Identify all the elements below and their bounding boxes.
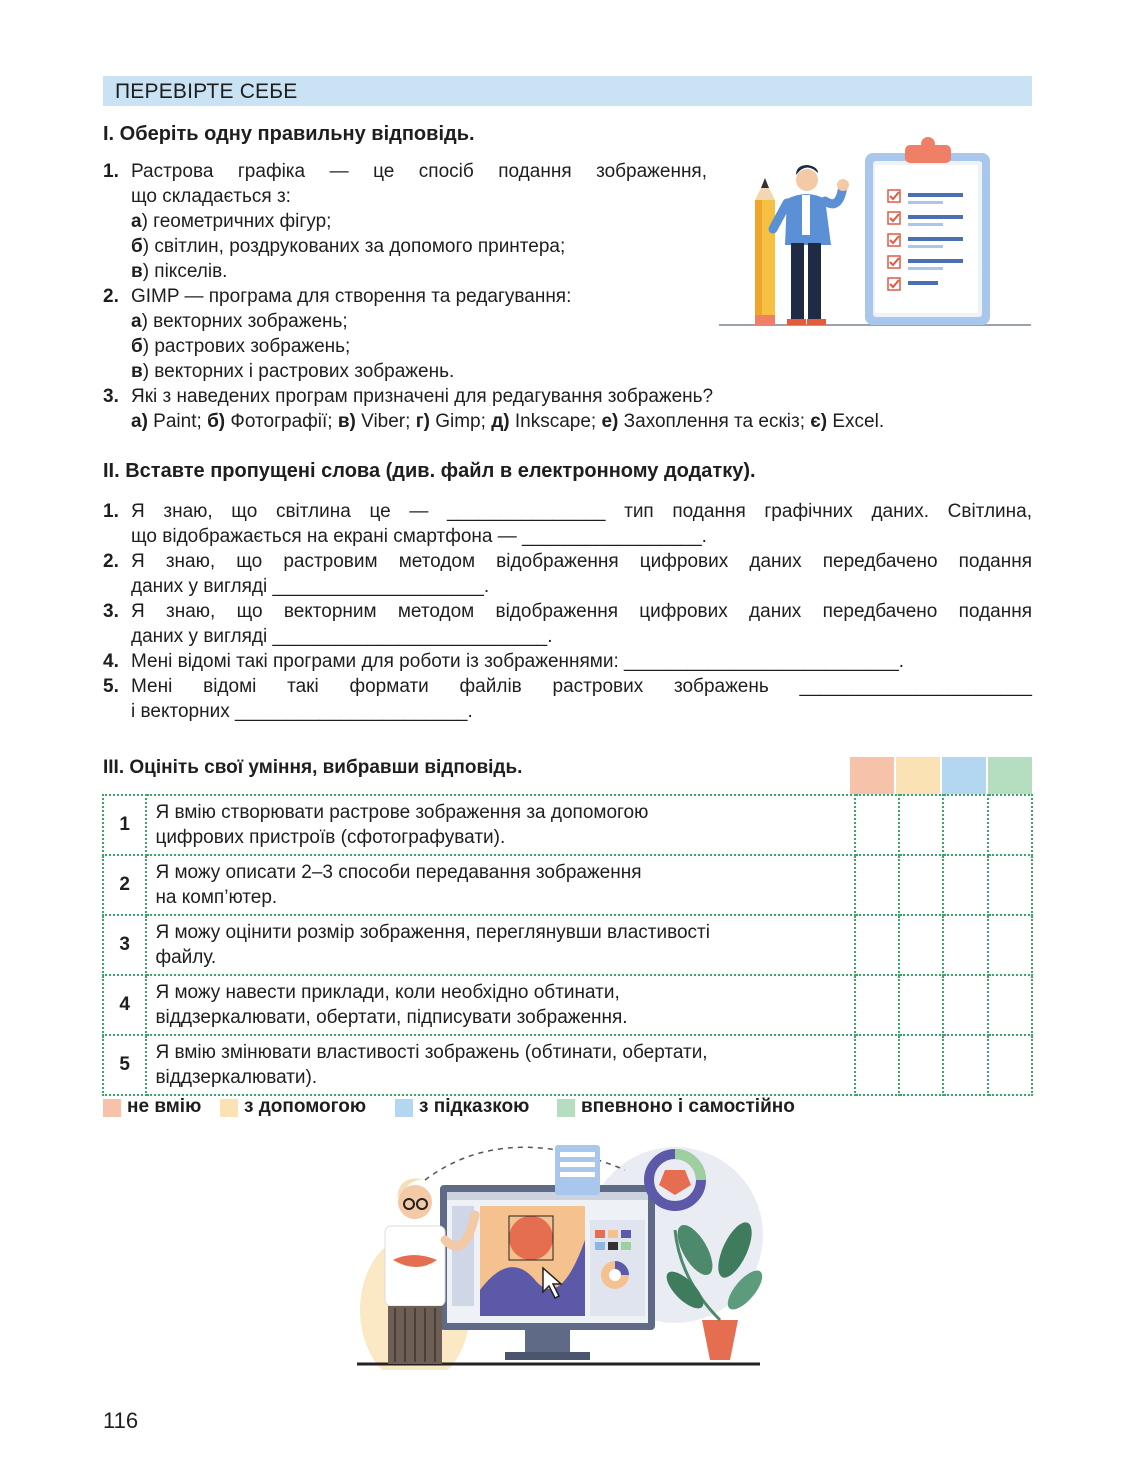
skill-text (146, 915, 855, 975)
item-text: Мені відомі такі програми для роботи із зображеннями: __________________________. (131, 651, 905, 672)
row-number: 3 (103, 915, 146, 975)
rating-cell[interactable] (988, 1035, 1032, 1095)
option-letter: б (131, 236, 143, 257)
rating-cell[interactable] (855, 1035, 899, 1095)
legend-swatch (395, 1099, 413, 1117)
rating-cell[interactable] (943, 1035, 987, 1095)
option-text: ) векторних і растрових зображень. (142, 361, 455, 382)
answer-option (131, 234, 565, 259)
option-letter: е) (601, 411, 619, 432)
item-number: 2. (103, 551, 119, 572)
skill-line: Я можу навести приклади, коли необхідно обтинати, (155, 982, 620, 1003)
section1-title: I. Оберіть одну правильну відповідь. (103, 123, 475, 145)
question-text: Які з наведених програм призначені для редагування зображень? (131, 386, 714, 407)
legend-label: з допомогою (244, 1096, 367, 1117)
option-text: ) світлин, роздрукованих за допомого принтера; (142, 236, 566, 257)
skill-line: Я вмію створювати растрове зображення за допомогою (155, 802, 649, 823)
rating-cell[interactable] (943, 975, 987, 1035)
item-text: Мені відомі такі формати файлів растрових зображень ______________________ (131, 676, 1032, 697)
option-letter: б (131, 336, 143, 357)
answer-options-line (131, 409, 884, 434)
legend-label: з підказкою (419, 1096, 530, 1117)
pencil-icon (755, 178, 775, 325)
option-letter: в) (337, 411, 356, 432)
option-letter: а (131, 211, 142, 232)
answer-option (131, 334, 350, 359)
option-text: Paint; (147, 411, 208, 432)
skill-line: Я вмію змінювати властивості зображень (обтинати, обертати, (155, 1042, 708, 1063)
answer-option (131, 309, 348, 334)
skill-text (146, 975, 855, 1035)
rating-cell[interactable] (855, 975, 899, 1035)
item-number: 4. (103, 651, 119, 672)
answer-option (131, 359, 454, 384)
rating-cell[interactable] (899, 855, 943, 915)
answer-option (131, 259, 227, 284)
rating-cell[interactable] (988, 855, 1032, 915)
legend-swatch (220, 1099, 238, 1117)
option-letter: г) (415, 411, 430, 432)
rating-cell[interactable] (988, 795, 1032, 855)
rating-cell[interactable] (899, 1035, 943, 1095)
section-header-bar (103, 76, 1032, 106)
option-text: Gimp; (429, 411, 492, 432)
page-title: ПЕРЕВІРТЕ СЕБЕ (115, 80, 298, 103)
section3-title: III. Оцініть свої уміння, вибравши відповідь. (103, 757, 523, 778)
skill-line: віддзеркалювати, обертати, підписувати зображення. (155, 1007, 628, 1028)
rating-cell[interactable] (899, 795, 943, 855)
rating-cell[interactable] (855, 915, 899, 975)
option-text: ) пікселів. (142, 261, 228, 282)
page-number: 116 (103, 1408, 139, 1433)
row-number: 4 (103, 975, 146, 1035)
option-letter: в (131, 361, 143, 382)
answer-option (131, 209, 331, 234)
skill-text (146, 1035, 855, 1095)
option-text: Захоплення та ескіз; (618, 411, 811, 432)
rating-cell[interactable] (899, 915, 943, 975)
table-row (103, 1035, 1032, 1095)
item-number: 1. (103, 501, 119, 522)
question-number: 2. (103, 286, 119, 307)
legend-swatch (557, 1099, 575, 1117)
question-text: Растрова графіка — це спосіб подання зображення, (131, 161, 707, 182)
question-text: що складається з: (131, 186, 291, 207)
item-text: що відображається на екрані смартфона — _________________. (131, 526, 707, 547)
table-row (103, 915, 1032, 975)
table-row (103, 795, 1032, 855)
question-number: 1. (103, 161, 119, 182)
legend-swatch (103, 1099, 121, 1117)
skill-line: Я можу оцінити розмір зображення, переглянувши властивості (155, 922, 710, 943)
option-text: Excel. (827, 411, 885, 432)
option-text: Viber; (355, 411, 416, 432)
section2-title: II. Вставте пропущені слова (див. файл в електронному додатку). (103, 460, 756, 482)
image-editing-illustration (355, 1140, 765, 1370)
option-text: Фотографії; (225, 411, 338, 432)
rating-color-cell (850, 757, 894, 794)
rating-cell[interactable] (855, 795, 899, 855)
question-3 (103, 384, 1033, 444)
item-text: даних у вигляді __________________________. (131, 626, 553, 647)
rating-cell[interactable] (899, 975, 943, 1035)
rating-cell[interactable] (988, 975, 1032, 1035)
skill-line: Я можу описати 2–3 способи передавання зображення (155, 862, 642, 883)
question-2 (103, 284, 803, 394)
man-figure (773, 165, 849, 325)
option-letter: а (131, 311, 142, 332)
option-text: ) векторних зображень; (141, 311, 348, 332)
legend-label: не вмію (127, 1096, 202, 1117)
rating-color-cell (896, 757, 940, 794)
question-text: GIMP — програма для створення та редагування: (131, 286, 572, 307)
fill-in-list (103, 499, 1032, 729)
rating-color-cell (988, 757, 1032, 794)
option-letter: є) (810, 411, 828, 432)
skill-line: на комп’ютер. (155, 887, 278, 908)
question-number: 3. (103, 386, 119, 407)
rating-color-cell (942, 757, 986, 794)
item-text: Я знаю, що векторним методом відображення цифрових даних передбачено подання (131, 601, 1032, 622)
item-text: і векторних ______________________. (131, 701, 473, 722)
item-text: Я знаю, що світлина це — _______________ тип подання графічних даних. Світлина, (131, 501, 1032, 522)
table-row (103, 975, 1032, 1035)
skill-line: віддзеркалювати). (155, 1067, 318, 1088)
option-letter: д) (491, 411, 510, 432)
skill-line: файлу. (155, 947, 217, 968)
rating-cell[interactable] (988, 915, 1032, 975)
rating-cell[interactable] (855, 855, 899, 915)
option-letter: б) (207, 411, 226, 432)
legend-label: впевноно і самостійно (581, 1096, 795, 1117)
item-text: даних у вигляді ____________________. (131, 576, 490, 597)
rating-color-header (850, 757, 1032, 794)
option-letter: а) (131, 411, 148, 432)
checklist-illustration (715, 135, 1035, 330)
option-text: ) растрових зображень; (142, 336, 351, 357)
row-number: 2 (103, 855, 146, 915)
option-text: Inkscape; (509, 411, 602, 432)
item-number: 5. (103, 676, 119, 697)
row-number: 5 (103, 1035, 146, 1095)
monitor-icon (440, 1185, 655, 1360)
row-number: 1 (103, 795, 146, 855)
skill-text (146, 795, 855, 855)
rating-cell[interactable] (943, 855, 987, 915)
skills-table (102, 794, 1033, 1096)
table-row (103, 855, 1032, 915)
option-text: ) геометричних фігур; (141, 211, 332, 232)
skill-line: цифрових пристроїв (сфотографувати). (155, 827, 506, 848)
rating-cell[interactable] (943, 795, 987, 855)
item-text: Я знаю, що растровим методом відображення цифрових даних передбачено подання (131, 551, 1032, 572)
skill-text (146, 855, 855, 915)
rating-cell[interactable] (943, 915, 987, 975)
item-number: 3. (103, 601, 119, 622)
option-letter: в (131, 261, 143, 282)
